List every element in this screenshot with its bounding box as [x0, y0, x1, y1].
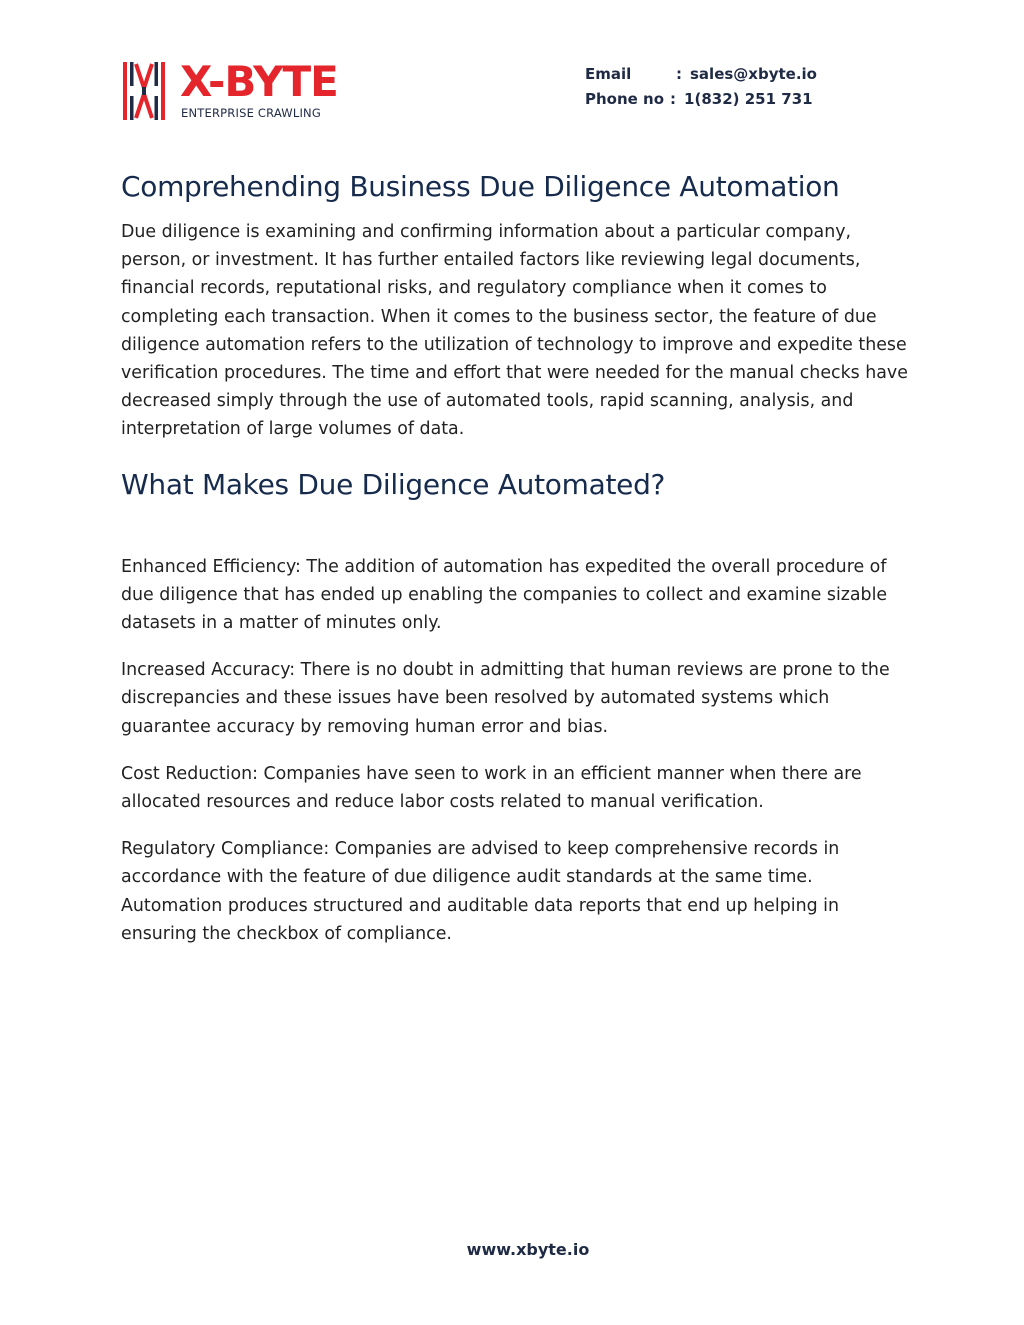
intro-paragraph: Due diligence is examining and confirming information about a particular company, person, or investment. It has further entailed factors like reviewing legal documents, financial records, reputational risks, and regulatory compliance when it comes to completing each transaction. When it comes to the business sector, the feature of due diligence automation refers to the utilization of technology to improve and expedite these verification procedures. The time and effort that were needed for the manual checks have decreased simply through the use of automated tools, rapid scanning, analysis, and interpretation of large volumes of data.: [121, 222, 908, 440]
phone-separator: :: [670, 90, 677, 108]
point-paragraph: [121, 760, 911, 816]
point-paragraph: [121, 553, 911, 638]
point-paragraph: [121, 656, 911, 741]
contact-info: [585, 62, 817, 112]
point-term: Increased Accuracy:: [121, 660, 296, 681]
point-paragraph: [121, 835, 911, 948]
company-logo: [122, 57, 362, 124]
brand-tagline: ENTERPRISE CRAWLING: [181, 106, 321, 120]
point-text: The addition of automation has expedited the overall procedure of due diligence that has ended up enabling the companies to collect and examine sizable datasets in a matter of minutes only.: [121, 556, 888, 634]
point-term: Cost Reduction:: [121, 763, 258, 784]
point-term: Regulatory Compliance:: [121, 839, 330, 860]
point-text: There is no doubt in admitting that human reviews are prone to the discrepancies and these issues have been resolved by automated systems which guarantee accuracy by removing human error and bias.: [121, 660, 890, 737]
article-title: Comprehending Business Due Diligence Automation: [121, 170, 840, 203]
contact-phone-row: [585, 87, 817, 112]
phone-value[interactable]: 1(832) 251 731: [684, 90, 813, 108]
section-heading: What Makes Due Diligence Automated?: [121, 467, 666, 501]
contact-email-row: [585, 62, 817, 87]
point-term: Enhanced Efficiency:: [121, 556, 301, 577]
footer-website[interactable]: www.xbyte.io: [466, 1240, 590, 1259]
point-text: Companies are advised to keep comprehensive records in accordance with the feature of due diligence audit standards at the same time. Automation produces structured and auditable data reports that end up helping in ensuring the checkbox of compliance.: [121, 839, 840, 944]
point-text: Companies have seen to work in an efficient manner when there are allocated resources and reduce labor costs related to manual verification.: [121, 763, 862, 813]
email-value[interactable]: sales@xbyte.io: [690, 65, 817, 83]
brand-name: X-BYTE: [180, 57, 338, 106]
email-separator: :: [676, 65, 682, 83]
phone-label: Phone no: [585, 90, 665, 108]
email-label: Email: [585, 65, 632, 83]
x-byte-logo-icon: [122, 60, 166, 122]
article-body: [121, 166, 911, 967]
